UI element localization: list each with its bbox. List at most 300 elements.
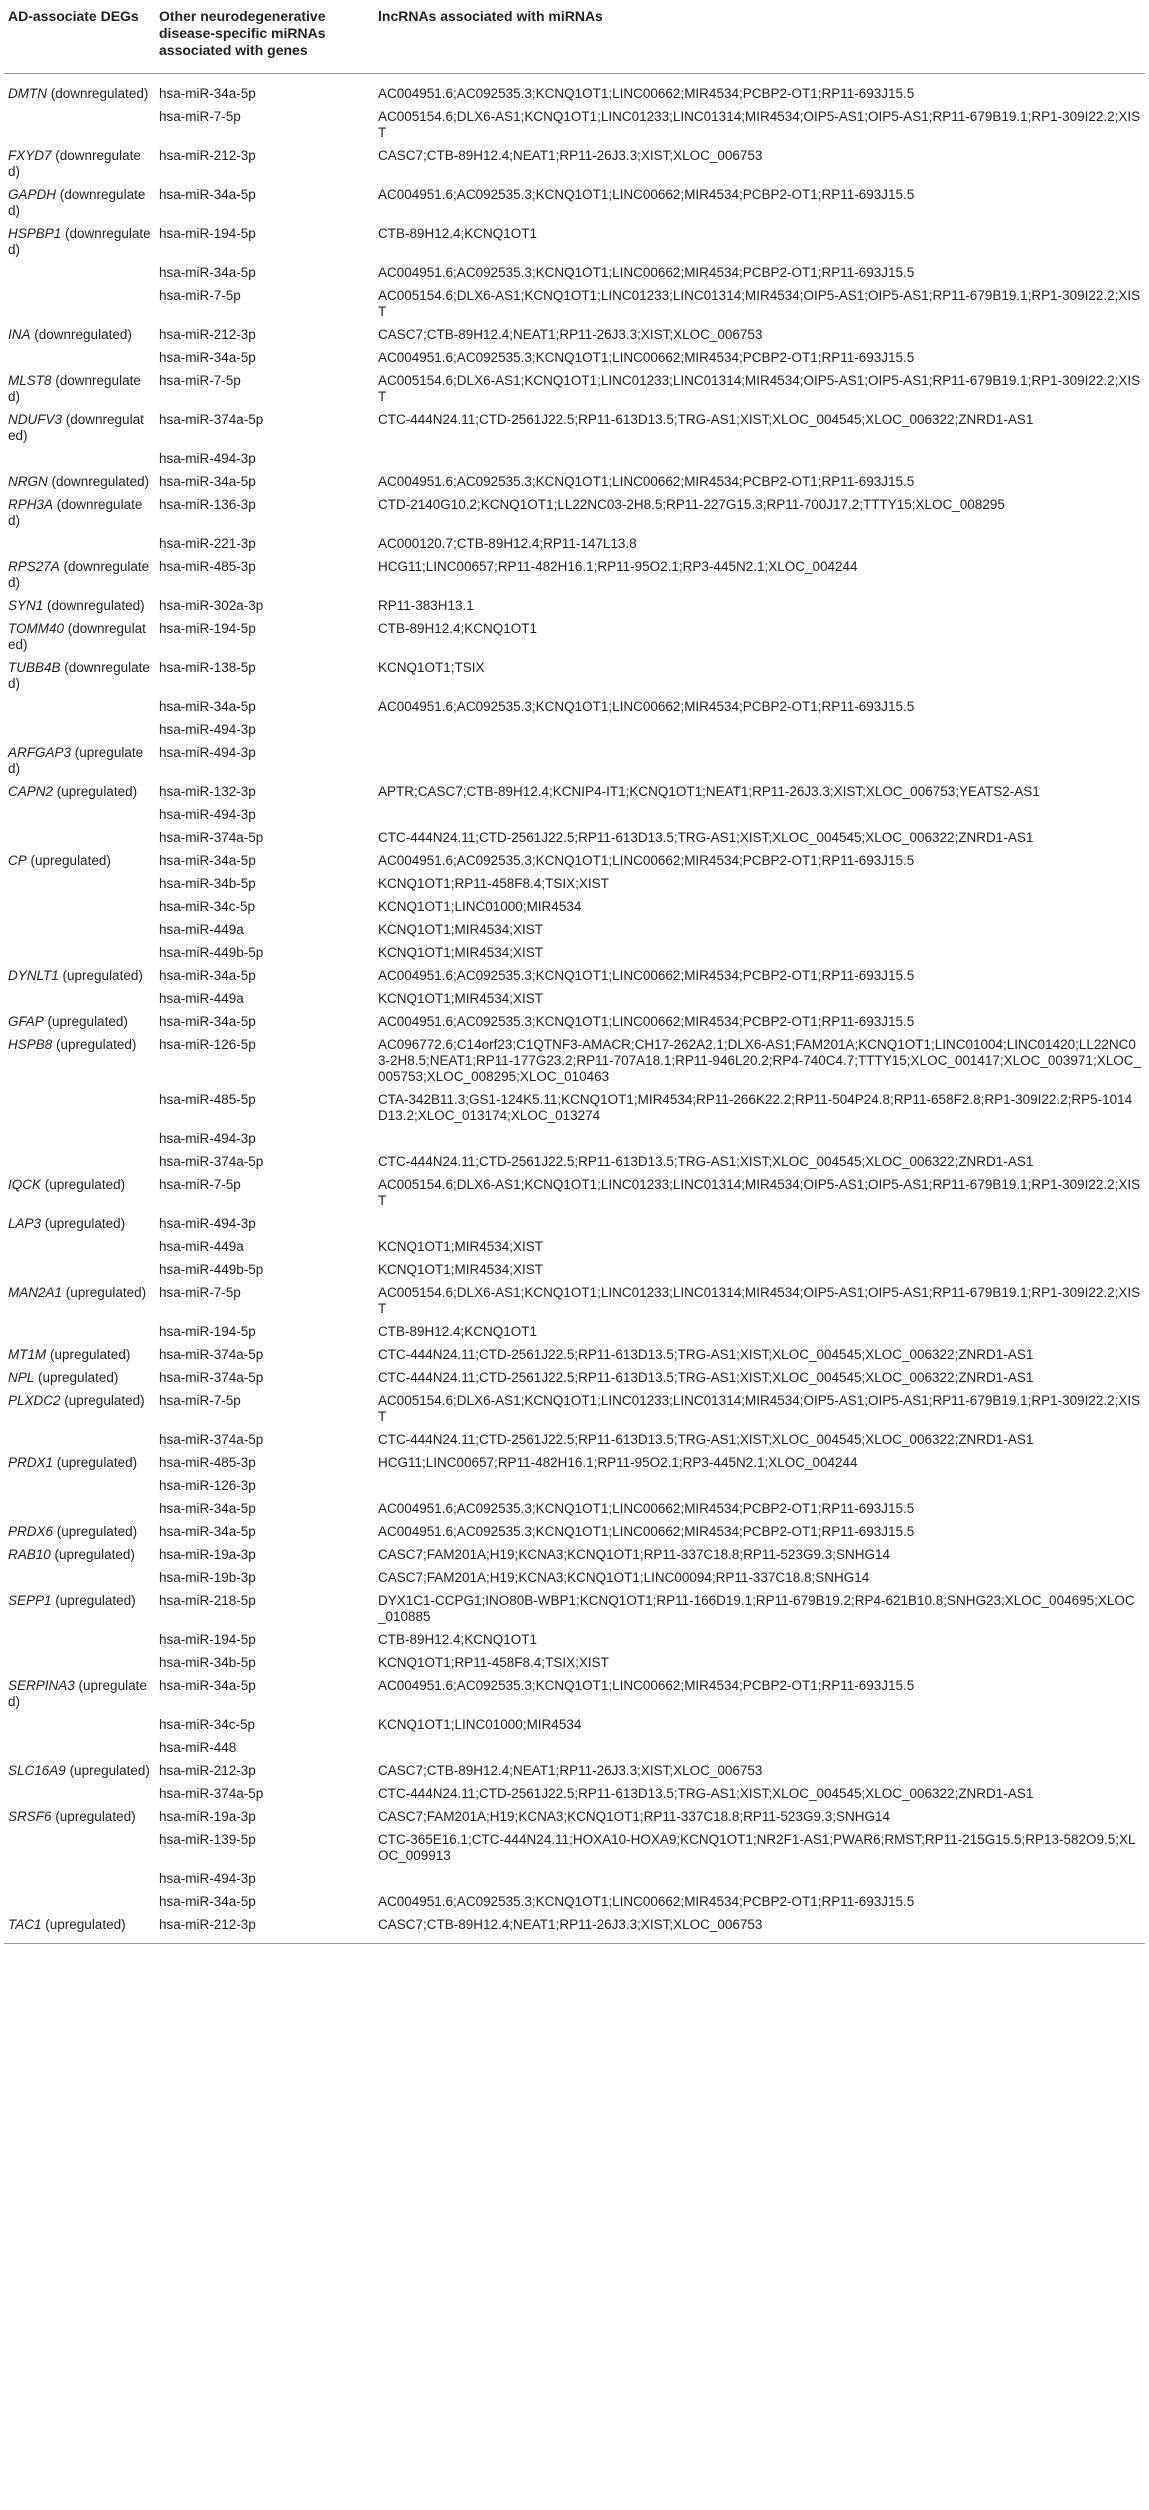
- table-row: [4, 1259, 1145, 1282]
- regulation-status: (upregulated): [38, 1370, 119, 1385]
- mirna-cell: hsa-miR-494-3p: [159, 745, 256, 760]
- lncrna-cell: CTC-444N24.11;CTD-2561J22.5;RP11-613D13.5;TRG-AS1;XIST;XLOC_004545;XLOC_006322;ZNRD1-AS1: [378, 1432, 1034, 1447]
- lncrna-cell: CASC7;CTB-89H12.4;NEAT1;RP11-26J3.3;XIST;XLOC_006753: [378, 1763, 763, 1778]
- table-row: [4, 657, 1145, 696]
- gene-cell: [4, 696, 155, 719]
- mirna-cell: hsa-miR-7-5p: [159, 288, 241, 303]
- gene-cell: [4, 781, 155, 804]
- regulation-status: (upregulated): [55, 1593, 136, 1608]
- lncrna-cell: CTC-444N24.11;CTD-2561J22.5;RP11-613D13.5;TRG-AS1;XIST;XLOC_004545;XLOC_006322;ZNRD1-AS1: [378, 1370, 1034, 1385]
- mirna-cell: hsa-miR-7-5p: [159, 1285, 241, 1300]
- table-row: [4, 74, 1145, 107]
- mirna-cell: hsa-miR-34a-5p: [159, 474, 256, 489]
- table-row: [4, 919, 1145, 942]
- gene-name: RPS27A: [8, 559, 60, 574]
- table-row: [4, 1034, 1145, 1089]
- lncrna-cell: CTB-89H12.4;KCNQ1OT1: [378, 1324, 538, 1339]
- table-row: [4, 1567, 1145, 1590]
- gene-name: NRGN: [8, 474, 48, 489]
- lncrna-cell: CTC-444N24.11;CTD-2561J22.5;RP11-613D13.5;TRG-AS1;XIST;XLOC_004545;XLOC_006322;ZNRD1-AS1: [378, 830, 1034, 845]
- lncrna-cell: CTC-444N24.11;CTD-2561J22.5;RP11-613D13.5;TRG-AS1;XIST;XLOC_004545;XLOC_006322;ZNRD1-AS1: [378, 1154, 1034, 1169]
- table-row: [4, 1521, 1145, 1544]
- mirna-cell: hsa-miR-19a-3p: [159, 1547, 256, 1562]
- table-container: [4, 8, 1145, 1944]
- gene-cell: [4, 657, 155, 696]
- table-row: [4, 262, 1145, 285]
- table-row: [4, 595, 1145, 618]
- lncrna-cell: CTB-89H12.4;KCNQ1OT1: [378, 621, 538, 636]
- mirna-cell: hsa-miR-218-5p: [159, 1593, 256, 1608]
- mirna-cell: hsa-miR-194-5p: [159, 621, 256, 636]
- lncrna-cell: CTC-444N24.11;CTD-2561J22.5;RP11-613D13.5;TRG-AS1;XIST;XLOC_004545;XLOC_006322;ZNRD1-AS1: [378, 412, 1034, 427]
- gene-cell: [4, 1760, 155, 1783]
- lncrna-cell: [374, 804, 1145, 827]
- mirna-cell: hsa-miR-34a-5p: [159, 265, 256, 280]
- table-row: [4, 1914, 1145, 1944]
- table-row: [4, 409, 1145, 448]
- lncrna-cell: AC004951.6;AC092535.3;KCNQ1OT1;LINC00662;MIR4534;PCBP2-OT1;RP11-693J15.5: [378, 1678, 915, 1693]
- table-row: [4, 1498, 1145, 1521]
- regulation-status: (upregulated): [69, 1763, 150, 1778]
- gene-cell: [4, 494, 155, 533]
- gene-name: MAN2A1: [8, 1285, 63, 1300]
- lncrna-cell: CASC7;CTB-89H12.4;NEAT1;RP11-26J3.3;XIST;XLOC_006753: [378, 148, 763, 163]
- gene-cell: [4, 1259, 155, 1282]
- table-row: [4, 324, 1145, 347]
- gene-name: SERPINA3: [8, 1678, 75, 1693]
- lncrna-cell: [374, 742, 1145, 781]
- mirna-cell: hsa-miR-7-5p: [159, 373, 241, 388]
- table-row: [4, 1806, 1145, 1829]
- mirna-cell: hsa-miR-34a-5p: [159, 968, 256, 983]
- mirna-cell: hsa-miR-34a-5p: [159, 1524, 256, 1539]
- lncrna-cell: [374, 448, 1145, 471]
- lncrna-cell: AC005154.6;DLX6-AS1;KCNQ1OT1;LINC01233;LINC01314;MIR4534;OIP5-AS1;OIP5-AS1;RP11-679B19.1;RP1-309I22.2;XIST: [378, 109, 1141, 140]
- table-row: [4, 556, 1145, 595]
- table-row: [4, 1367, 1145, 1390]
- gene-cell: [4, 471, 155, 494]
- table-row: [4, 1429, 1145, 1452]
- gene-cell: [4, 1151, 155, 1174]
- gene-cell: [4, 1652, 155, 1675]
- mirna-cell: hsa-miR-374a-5p: [159, 1154, 264, 1169]
- mirna-cell: hsa-miR-374a-5p: [159, 1370, 264, 1385]
- gene-cell: [4, 618, 155, 657]
- gene-cell: [4, 1089, 155, 1128]
- regulation-status: (downregulated): [50, 86, 149, 101]
- gene-name: RAB10: [8, 1547, 51, 1562]
- mirna-cell: hsa-miR-194-5p: [159, 226, 256, 241]
- lncrna-cell: [374, 719, 1145, 742]
- gene-cell: [4, 1236, 155, 1259]
- lncrna-cell: DYX1C1-CCPG1;INO80B-WBP1;KCNQ1OT1;RP11-166D19.1;RP11-679B19.2;RP4-621B10.8;SNHG23;XLOC_004695;XLOC_010885: [378, 1593, 1135, 1624]
- gene-name: LAP3: [8, 1216, 42, 1231]
- gene-cell: [4, 896, 155, 919]
- regulation-status: (upregulated): [56, 1524, 138, 1539]
- mirna-cell: hsa-miR-449a: [159, 922, 244, 937]
- gene-name: TUBB4B: [8, 660, 61, 675]
- table-row: [4, 873, 1145, 896]
- lncrna-cell: KCNQ1OT1;MIR4534;XIST: [378, 945, 544, 960]
- regulation-status: (downregulated): [8, 412, 144, 443]
- regulation-status: (downregulated): [8, 373, 141, 404]
- mirna-cell: hsa-miR-34a-5p: [159, 187, 256, 202]
- mirna-cell: hsa-miR-139-5p: [159, 1832, 256, 1847]
- regulation-status: (downregulated): [8, 226, 151, 257]
- table-row: [4, 471, 1145, 494]
- lncrna-cell: AC000120.7;CTB-89H12.4;RP11-147L13.8: [378, 536, 637, 551]
- lncrna-cell: HCG11;LINC00657;RP11-482H16.1;RP11-95O2.1;RP3-445N2.1;XLOC_004244: [378, 559, 858, 574]
- table-row: [4, 494, 1145, 533]
- mirna-cell: hsa-miR-374a-5p: [159, 1432, 264, 1447]
- regulation-status: (upregulated): [8, 1678, 147, 1709]
- gene-name: NDUFV3: [8, 412, 63, 427]
- regulation-status: (downregulated): [8, 559, 150, 590]
- gene-cell: [4, 804, 155, 827]
- mirna-cell: hsa-miR-485-3p: [159, 559, 256, 574]
- gene-name: CAPN2: [8, 784, 54, 799]
- gene-cell: [4, 1452, 155, 1475]
- lncrna-cell: AC005154.6;DLX6-AS1;KCNQ1OT1;LINC01233;LINC01314;MIR4534;OIP5-AS1;OIP5-AS1;RP11-679B19.1;RP1-309I22.2;XIST: [378, 373, 1141, 404]
- regulation-status: (upregulated): [56, 1037, 137, 1052]
- mirna-cell: hsa-miR-34a-5p: [159, 86, 256, 101]
- table-row: [4, 448, 1145, 471]
- mirna-cell: hsa-miR-132-3p: [159, 784, 256, 799]
- table-row: [4, 1783, 1145, 1806]
- gene-name: TAC1: [8, 1917, 42, 1932]
- gene-cell: [4, 1590, 155, 1629]
- mirna-cell: hsa-miR-34a-5p: [159, 1014, 256, 1029]
- gene-cell: [4, 1475, 155, 1498]
- mirna-cell: hsa-miR-494-3p: [159, 1216, 256, 1231]
- gene-cell: [4, 1544, 155, 1567]
- lncrna-cell: CASC7;FAM201A;H19;KCNA3;KCNQ1OT1;LINC00094;RP11-337C18.8;SNHG14: [378, 1570, 870, 1585]
- gene-cell: [4, 719, 155, 742]
- table-row: [4, 1321, 1145, 1344]
- gene-cell: [4, 919, 155, 942]
- lncrna-cell: [374, 1128, 1145, 1151]
- table-row: [4, 184, 1145, 223]
- mirna-cell: hsa-miR-7-5p: [159, 1177, 241, 1192]
- regulation-status: (downregulated): [47, 598, 145, 613]
- table-row: [4, 1174, 1145, 1213]
- gene-cell: [4, 1521, 155, 1544]
- table-row: [4, 1652, 1145, 1675]
- gene-cell: [4, 1629, 155, 1652]
- lncrna-cell: AC004951.6;AC092535.3;KCNQ1OT1;LINC00662;MIR4534;PCBP2-OT1;RP11-693J15.5: [378, 968, 915, 983]
- table-row: [4, 1475, 1145, 1498]
- regulation-status: (upregulated): [65, 1285, 147, 1300]
- gene-name: GFAP: [8, 1014, 44, 1029]
- mirna-cell: hsa-miR-34b-5p: [159, 1655, 256, 1670]
- gene-name: SLC16A9: [8, 1763, 66, 1778]
- mirna-cell: hsa-miR-302a-3p: [159, 598, 264, 613]
- lncrna-cell: AC005154.6;DLX6-AS1;KCNQ1OT1;LINC01233;LINC01314;MIR4534;OIP5-AS1;OIP5-AS1;RP11-679B19.1;RP1-309I22.2;XIST: [378, 1393, 1141, 1424]
- table-row: [4, 1737, 1145, 1760]
- regulation-status: (upregulated): [55, 1809, 136, 1824]
- mirna-cell: hsa-miR-34c-5p: [159, 1717, 256, 1732]
- mirna-cell: hsa-miR-449a: [159, 991, 244, 1006]
- gene-cell: [4, 184, 155, 223]
- table-body: [4, 74, 1145, 1944]
- gene-cell: [4, 850, 155, 873]
- regulation-status: (upregulated): [54, 1547, 135, 1562]
- mirna-cell: hsa-miR-448: [159, 1740, 237, 1755]
- regulation-status: (upregulated): [30, 853, 111, 868]
- degs-mirna-lncrna-table: [4, 8, 1145, 1944]
- gene-name: MLST8: [8, 373, 52, 388]
- table-row: [4, 223, 1145, 262]
- lncrna-cell: RP11-383H13.1: [378, 598, 474, 613]
- table-row: [4, 1213, 1145, 1236]
- mirna-cell: hsa-miR-7-5p: [159, 1393, 241, 1408]
- table-row: [4, 804, 1145, 827]
- table-row: [4, 781, 1145, 804]
- gene-cell: [4, 1783, 155, 1806]
- table-row: [4, 285, 1145, 324]
- lncrna-cell: KCNQ1OT1;MIR4534;XIST: [378, 1239, 544, 1254]
- table-row: [4, 850, 1145, 873]
- gene-name: DMTN: [8, 86, 47, 101]
- gene-name: MT1M: [8, 1347, 47, 1362]
- gene-cell: [4, 1367, 155, 1390]
- lncrna-cell: KCNQ1OT1;RP11-458F8.4;TSIX;XIST: [378, 876, 609, 891]
- gene-cell: [4, 742, 155, 781]
- mirna-cell: hsa-miR-34c-5p: [159, 899, 256, 914]
- mirna-cell: hsa-miR-19b-3p: [159, 1570, 256, 1585]
- lncrna-cell: AC004951.6;AC092535.3;KCNQ1OT1;LINC00662;MIR4534;PCBP2-OT1;RP11-693J15.5: [378, 350, 915, 365]
- table-row: [4, 1590, 1145, 1629]
- mirna-cell: hsa-miR-34a-5p: [159, 1894, 256, 1909]
- gene-cell: [4, 347, 155, 370]
- regulation-status: (upregulated): [44, 1216, 126, 1231]
- regulation-status: (downregulated): [8, 187, 146, 218]
- gene-name: PLXDC2: [8, 1393, 61, 1408]
- gene-cell: [4, 1344, 155, 1367]
- lncrna-cell: KCNQ1OT1;LINC01000;MIR4534: [378, 899, 582, 914]
- lncrna-cell: AC004951.6;AC092535.3;KCNQ1OT1;LINC00662;MIR4534;PCBP2-OT1;RP11-693J15.5: [378, 187, 915, 202]
- table-row: [4, 1675, 1145, 1714]
- lncrna-cell: AC004951.6;AC092535.3;KCNQ1OT1;LINC00662;MIR4534;PCBP2-OT1;RP11-693J15.5: [378, 699, 915, 714]
- mirna-cell: hsa-miR-126-3p: [159, 1478, 256, 1493]
- mirna-cell: hsa-miR-138-5p: [159, 660, 256, 675]
- gene-cell: [4, 1321, 155, 1344]
- gene-cell: [4, 448, 155, 471]
- lncrna-cell: CASC7;FAM201A;H19;KCNA3;KCNQ1OT1;RP11-337C18.8;RP11-523G9.3;SNHG14: [378, 1809, 890, 1824]
- table-row: [4, 1829, 1145, 1868]
- mirna-cell: hsa-miR-136-3p: [159, 497, 256, 512]
- lncrna-cell: AC005154.6;DLX6-AS1;KCNQ1OT1;LINC01233;LINC01314;MIR4534;OIP5-AS1;OIP5-AS1;RP11-679B19.1;RP1-309I22.2;XIST: [378, 1177, 1141, 1208]
- lncrna-cell: AC004951.6;AC092535.3;KCNQ1OT1;LINC00662;MIR4534;PCBP2-OT1;RP11-693J15.5: [378, 265, 915, 280]
- gene-cell: [4, 262, 155, 285]
- table-row: [4, 1760, 1145, 1783]
- mirna-cell: hsa-miR-494-3p: [159, 1871, 256, 1886]
- table-row: [4, 1544, 1145, 1567]
- mirna-cell: hsa-miR-449a: [159, 1239, 244, 1254]
- gene-cell: [4, 145, 155, 184]
- regulation-status: (upregulated): [56, 784, 138, 799]
- regulation-status: (downregulated): [8, 497, 143, 528]
- header-ad-degs: AD-associate DEGs: [4, 8, 155, 74]
- lncrna-cell: APTR;CASC7;CTB-89H12.4;KCNIP4-IT1;KCNQ1OT1;NEAT1;RP11-26J3.3;XIST;XLOC_006753;YEATS2-AS1: [378, 784, 1040, 799]
- lncrna-cell: CASC7;CTB-89H12.4;NEAT1;RP11-26J3.3;XIST;XLOC_006753: [378, 327, 763, 342]
- gene-cell: [4, 1011, 155, 1034]
- mirna-cell: hsa-miR-449b-5p: [159, 945, 264, 960]
- mirna-cell: hsa-miR-221-3p: [159, 536, 256, 551]
- table-row: [4, 696, 1145, 719]
- lncrna-cell: CASC7;CTB-89H12.4;NEAT1;RP11-26J3.3;XIST;XLOC_006753: [374, 1914, 1145, 1944]
- regulation-status: (upregulated): [45, 1917, 126, 1932]
- gene-cell: [4, 1128, 155, 1151]
- gene-name: PRDX6: [8, 1524, 54, 1539]
- table-row: [4, 370, 1145, 409]
- gene-name: IQCK: [8, 1177, 42, 1192]
- gene-cell: [4, 409, 155, 448]
- lncrna-cell: AC004951.6;AC092535.3;KCNQ1OT1;LINC00662;MIR4534;PCBP2-OT1;RP11-693J15.5: [378, 1501, 915, 1516]
- header-mirnas: Other neurodegenerative disease-specific miRNAs associated with genes: [155, 8, 374, 74]
- lncrna-cell: CTC-365E16.1;CTC-444N24.11;HOXA10-HOXA9;KCNQ1OT1;NR2F1-AS1;PWAR6;RMST;RP11-215G15.5;RP13-582O9.5;XLOC_009913: [378, 1832, 1136, 1863]
- gene-name: RPH3A: [8, 497, 54, 512]
- lncrna-cell: KCNQ1OT1;MIR4534;XIST: [378, 1262, 544, 1277]
- gene-cell: [4, 223, 155, 262]
- gene-name: DYNLT1: [8, 968, 59, 983]
- gene-name: ARFGAP3: [8, 745, 72, 760]
- gene-name: INA: [8, 327, 31, 342]
- gene-name: SEPP1: [8, 1593, 52, 1608]
- mirna-cell: hsa-miR-34a-5p: [159, 1501, 256, 1516]
- table-row: [4, 719, 1145, 742]
- regulation-status: (downregulated): [8, 660, 150, 691]
- mirna-cell: hsa-miR-374a-5p: [159, 412, 264, 427]
- gene-cell: [4, 965, 155, 988]
- gene-name: HSPB8: [8, 1037, 53, 1052]
- table-header: [4, 8, 1145, 74]
- mirna-cell: hsa-miR-494-3p: [159, 807, 256, 822]
- table-row: [4, 1868, 1145, 1891]
- gene-name: CP: [8, 853, 27, 868]
- table-row: [4, 1390, 1145, 1429]
- mirna-cell: hsa-miR-494-3p: [159, 451, 256, 466]
- lncrna-cell: CTB-89H12.4;KCNQ1OT1: [378, 226, 538, 241]
- mirna-cell: hsa-miR-485-3p: [159, 1455, 256, 1470]
- gene-cell: [4, 988, 155, 1011]
- gene-cell: [4, 1567, 155, 1590]
- gene-cell: [4, 1213, 155, 1236]
- gene-cell: [4, 1914, 155, 1944]
- mirna-cell: hsa-miR-34a-5p: [159, 699, 256, 714]
- gene-cell: [4, 1737, 155, 1760]
- mirna-cell: hsa-miR-34a-5p: [159, 1678, 256, 1693]
- lncrna-cell: AC004951.6;AC092535.3;KCNQ1OT1;LINC00662;MIR4534;PCBP2-OT1;RP11-693J15.5: [378, 1524, 915, 1539]
- lncrna-cell: AC005154.6;DLX6-AS1;KCNQ1OT1;LINC01233;LINC01314;MIR4534;OIP5-AS1;OIP5-AS1;RP11-679B19.1;RP1-309I22.2;XIST: [378, 1285, 1141, 1316]
- mirna-cell: hsa-miR-34a-5p: [159, 853, 256, 868]
- regulation-status: (upregulated): [44, 1177, 126, 1192]
- gene-name: SYN1: [8, 598, 44, 613]
- gene-cell: [4, 324, 155, 347]
- regulation-status: (upregulated): [47, 1014, 128, 1029]
- header-lncrnas: lncRNAs associated with miRNAs: [374, 8, 1145, 74]
- regulation-status: (downregulated): [8, 621, 146, 652]
- mirna-cell: hsa-miR-212-3p: [159, 148, 256, 163]
- table-row: [4, 1011, 1145, 1034]
- mirna-cell: hsa-miR-126-5p: [159, 1037, 256, 1052]
- table-row: [4, 1344, 1145, 1367]
- header-row: [4, 8, 1145, 74]
- mirna-cell: hsa-miR-374a-5p: [159, 1786, 264, 1801]
- lncrna-cell: AC004951.6;AC092535.3;KCNQ1OT1;LINC00662;MIR4534;PCBP2-OT1;RP11-693J15.5: [378, 86, 915, 101]
- gene-cell: [4, 827, 155, 850]
- table-row: [4, 618, 1145, 657]
- table-row: [4, 1891, 1145, 1914]
- table-row: [4, 1282, 1145, 1321]
- gene-cell: [4, 1675, 155, 1714]
- lncrna-cell: KCNQ1OT1;LINC01000;MIR4534: [378, 1717, 582, 1732]
- mirna-cell: hsa-miR-212-3p: [159, 1763, 256, 1778]
- gene-cell: [4, 106, 155, 145]
- regulation-status: (upregulated): [8, 745, 144, 776]
- lncrna-cell: CTD-2140G10.2;KCNQ1OT1;LL22NC03-2H8.5;RP11-227G15.3;RP11-700J17.2;TTTY15;XLOC_008295: [378, 497, 1005, 512]
- table-row: [4, 942, 1145, 965]
- mirna-cell: hsa-miR-7-5p: [159, 109, 241, 124]
- lncrna-cell: CASC7;FAM201A;H19;KCNA3;KCNQ1OT1;RP11-337C18.8;RP11-523G9.3;SNHG14: [378, 1547, 890, 1562]
- gene-cell: [4, 1829, 155, 1868]
- lncrna-cell: CTB-89H12.4;KCNQ1OT1: [378, 1632, 538, 1647]
- mirna-cell: hsa-miR-374a-5p: [159, 830, 264, 845]
- regulation-status: (downregulated): [34, 327, 132, 342]
- gene-name: PRDX1: [8, 1455, 54, 1470]
- table-row: [4, 896, 1145, 919]
- gene-cell: [4, 1806, 155, 1829]
- table-row: [4, 1236, 1145, 1259]
- gene-cell: [4, 1034, 155, 1089]
- lncrna-cell: [374, 1737, 1145, 1760]
- mirna-cell: hsa-miR-374a-5p: [159, 1347, 264, 1362]
- regulation-status: (upregulated): [64, 1393, 145, 1408]
- mirna-cell: hsa-miR-34b-5p: [159, 876, 256, 891]
- lncrna-cell: AC005154.6;DLX6-AS1;KCNQ1OT1;LINC01233;LINC01314;MIR4534;OIP5-AS1;OIP5-AS1;RP11-679B19.1;RP1-309I22.2;XIST: [378, 288, 1141, 319]
- gene-name: TOMM40: [8, 621, 65, 636]
- table-row: [4, 827, 1145, 850]
- gene-cell: [4, 1891, 155, 1914]
- gene-cell: [4, 1174, 155, 1213]
- lncrna-cell: [374, 1868, 1145, 1891]
- mirna-cell: hsa-miR-494-3p: [159, 722, 256, 737]
- gene-cell: [4, 1714, 155, 1737]
- lncrna-cell: AC004951.6;AC092535.3;KCNQ1OT1;LINC00662;MIR4534;PCBP2-OT1;RP11-693J15.5: [378, 1894, 915, 1909]
- table-row: [4, 988, 1145, 1011]
- gene-cell: [4, 1498, 155, 1521]
- mirna-cell: hsa-miR-34a-5p: [159, 350, 256, 365]
- mirna-cell: hsa-miR-449b-5p: [159, 1262, 264, 1277]
- table-row: [4, 1452, 1145, 1475]
- table-row: [4, 1128, 1145, 1151]
- gene-name: SRSF6: [8, 1809, 52, 1824]
- table-row: [4, 1089, 1145, 1128]
- lncrna-cell: AC096772.6;C14orf23;C1QTNF3-AMACR;CH17-262A2.1;DLX6-AS1;FAM201A;KCNQ1OT1;LINC01004;LINC01420;LL22NC03-2H8.5;NEAT1;RP11-177G23.2;RP11-707A18.1;RP11-946L20.2;RP4-740C4.7;TTTY15;XLOC_001417;XLOC_003971;XLOC_005753;XLOC_008295;XLOC_010463: [378, 1037, 1141, 1084]
- regulation-status: (upregulated): [62, 968, 143, 983]
- table-row: [4, 1629, 1145, 1652]
- lncrna-cell: AC004951.6;AC092535.3;KCNQ1OT1;LINC00662;MIR4534;PCBP2-OT1;RP11-693J15.5: [378, 853, 915, 868]
- mirna-cell: hsa-miR-485-5p: [159, 1092, 256, 1107]
- regulation-status: (downregulated): [8, 148, 141, 179]
- table-row: [4, 742, 1145, 781]
- lncrna-cell: [374, 1475, 1145, 1498]
- lncrna-cell: KCNQ1OT1;RP11-458F8.4;TSIX;XIST: [378, 1655, 609, 1670]
- lncrna-cell: CTC-444N24.11;CTD-2561J22.5;RP11-613D13.5;TRG-AS1;XIST;XLOC_004545;XLOC_006322;ZNRD1-AS1: [378, 1786, 1034, 1801]
- gene-name: HSPBP1: [8, 226, 62, 241]
- gene-cell: [4, 942, 155, 965]
- regulation-status: (upregulated): [50, 1347, 131, 1362]
